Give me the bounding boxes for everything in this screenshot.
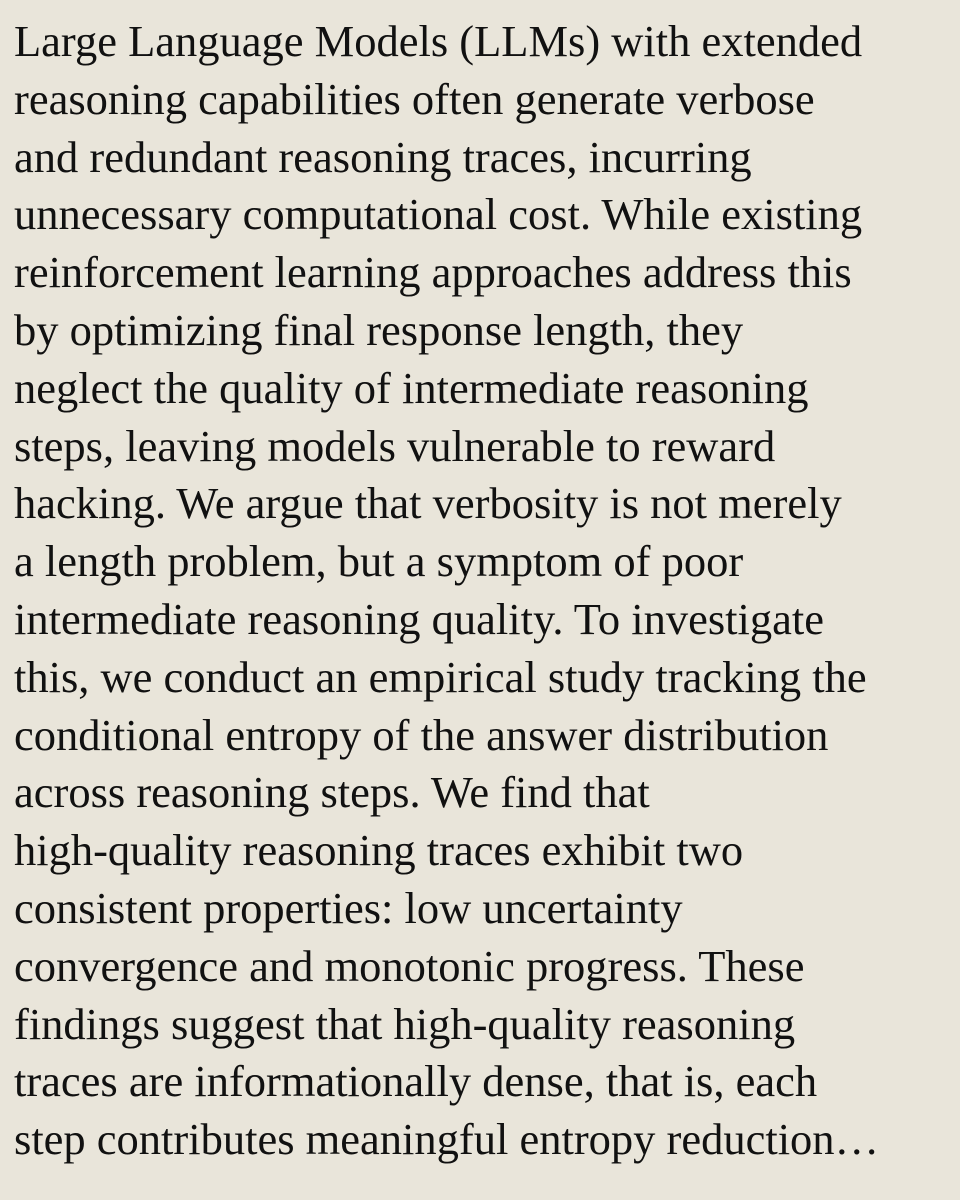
text-line: a length problem, but a symptom of poor xyxy=(14,536,744,587)
text-line: traces are informationally dense, that is, each xyxy=(14,1056,818,1107)
text-line: by optimizing final response length, they xyxy=(14,304,744,355)
text-line: hacking. We argue that verbosity is not merely xyxy=(14,478,842,529)
text-line: intermediate reasoning quality. To investigate xyxy=(14,593,825,644)
text-line: this, we conduct an empirical study tracking the xyxy=(14,651,867,702)
text-line: across reasoning steps. We find that xyxy=(14,767,650,818)
text-line: Large Language Models (LLMs) with extended xyxy=(14,16,863,66)
abstract-text xyxy=(14,13,946,1169)
text-line: findings suggest that high-quality reasoning xyxy=(14,998,796,1049)
text-line: conditional entropy of the answer distribution xyxy=(14,709,829,760)
text-line: reinforcement learning approaches address this xyxy=(14,247,852,298)
text-line: convergence and monotonic progress. These xyxy=(14,940,805,991)
text-line: neglect the quality of intermediate reasoning xyxy=(14,362,809,413)
text-line: high-quality reasoning traces exhibit two xyxy=(14,825,744,876)
text-line: step contributes meaningful entropy reduction… xyxy=(14,1114,880,1165)
text-line: consistent properties: low uncertainty xyxy=(14,882,683,933)
text-line: and redundant reasoning traces, incurring xyxy=(14,131,752,182)
text-line: reasoning capabilities often generate verbose xyxy=(14,73,815,124)
text-line: unnecessary computational cost. While existing xyxy=(14,189,863,240)
text-line: steps, leaving models vulnerable to reward xyxy=(14,420,776,471)
